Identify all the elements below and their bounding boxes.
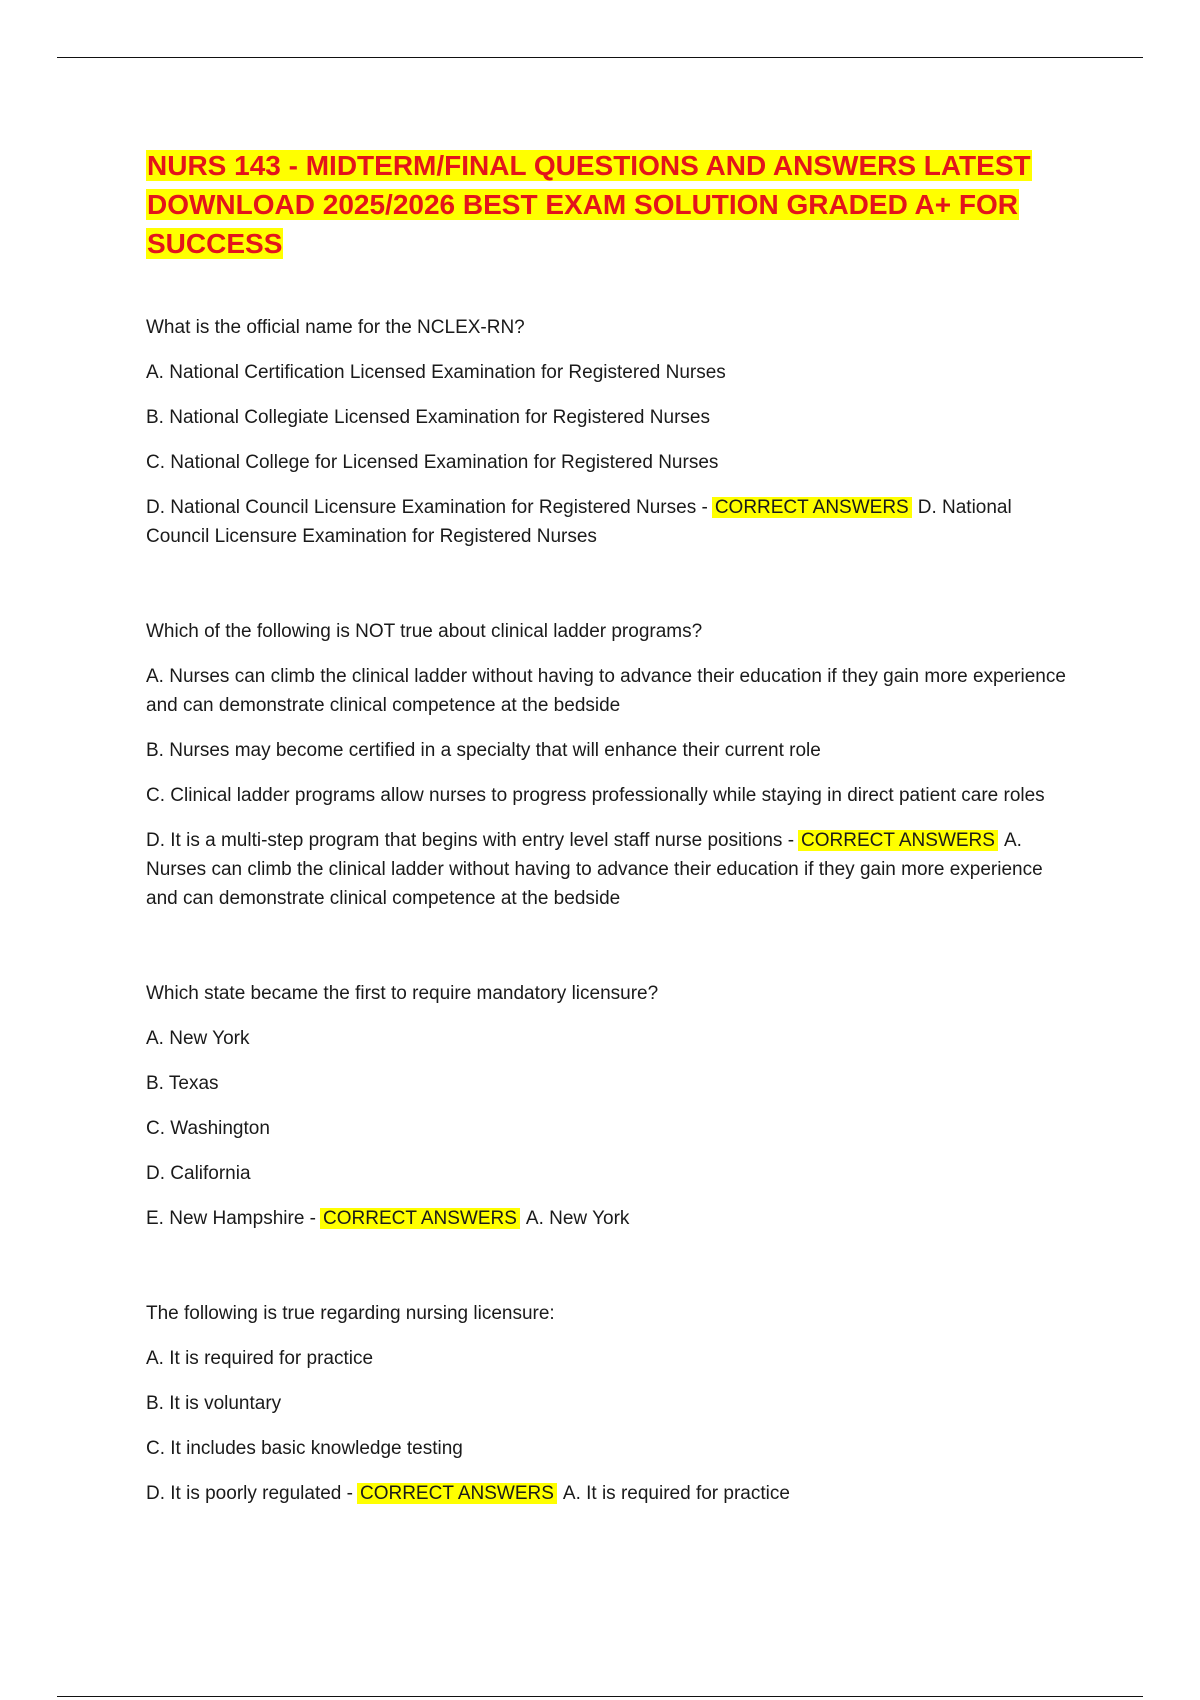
last-option-with-answer xyxy=(146,493,1066,551)
answer-option: C. National College for Licensed Examination for Registered Nurses xyxy=(146,452,719,473)
answer-option: B. National Collegiate Licensed Examination for Registered Nurses xyxy=(146,407,710,428)
answer-option: A. It is required for practice xyxy=(146,1348,374,1369)
document-title xyxy=(146,146,1066,263)
qa-block xyxy=(146,979,1066,1233)
question-text: Which of the following is NOT true about clinical ladder programs? xyxy=(146,621,703,642)
answer-option: D. It is a multi-step program that begins with entry level staff nurse positions - xyxy=(146,830,795,851)
answer-option: C. Washington xyxy=(146,1118,270,1139)
correct-answers-label: CORRECT ANSWERS xyxy=(320,1208,520,1229)
answer-option: A. New York xyxy=(146,1028,250,1049)
correct-answers-label: CORRECT ANSWERS xyxy=(798,830,998,851)
answer-option: D. California xyxy=(146,1163,251,1184)
answer-option: C. Clinical ladder programs allow nurses to progress professionally while staying in direct patient care roles xyxy=(146,785,1045,806)
answer-option: D. National Council Licensure Examination for Registered Nurses - xyxy=(146,497,708,518)
answer-option: B. Nurses may become certified in a specialty that will enhance their current role xyxy=(146,740,821,761)
answer-option: D. It is poorly regulated - xyxy=(146,1483,353,1504)
question-text: Which state became the first to require mandatory licensure? xyxy=(146,983,659,1004)
title-highlight: NURS 143 - MIDTERM/FINAL QUESTIONS AND ANSWERS LATEST DOWNLOAD 2025/2026 BEST EXAM SOLUTION GRADED A+ FOR SUCCESS xyxy=(147,150,1031,259)
answer-option: E. New Hampshire - xyxy=(146,1208,316,1229)
correct-answer-text: A. New York xyxy=(525,1208,630,1229)
correct-answer-text: D. National Council Licensure Examination for Registered Nurses xyxy=(146,497,1012,547)
top-rule xyxy=(57,57,1143,58)
question-text: What is the official name for the NCLEX-RN? xyxy=(146,317,525,338)
answer-option: A. National Certification Licensed Examination for Registered Nurses xyxy=(146,362,726,383)
last-option-with-answer xyxy=(146,1479,1066,1508)
correct-answer-text: A. Nurses can climb the clinical ladder without having to advance their education if they gain more experience and can demonstrate clinical competence at the bedside xyxy=(146,830,1043,909)
document-body xyxy=(146,146,1066,1508)
correct-answers-label: CORRECT ANSWERS xyxy=(357,1483,557,1504)
last-option-with-answer xyxy=(146,1204,1066,1233)
qa-block xyxy=(146,617,1066,913)
correct-answer-text: A. It is required for practice xyxy=(562,1483,790,1504)
qa-block xyxy=(146,313,1066,551)
answer-option: C. It includes basic knowledge testing xyxy=(146,1438,463,1459)
answer-option: A. Nurses can climb the clinical ladder without having to advance their education if they gain more experience and can demonstrate clinical competence at the bedside xyxy=(146,666,1066,716)
bottom-rule xyxy=(57,1696,1143,1697)
question-text: The following is true regarding nursing licensure: xyxy=(146,1303,555,1324)
answer-option: B. Texas xyxy=(146,1073,219,1094)
correct-answers-label: CORRECT ANSWERS xyxy=(712,497,912,518)
last-option-with-answer xyxy=(146,826,1066,913)
qa-block xyxy=(146,1299,1066,1508)
answer-option: B. It is voluntary xyxy=(146,1393,282,1414)
